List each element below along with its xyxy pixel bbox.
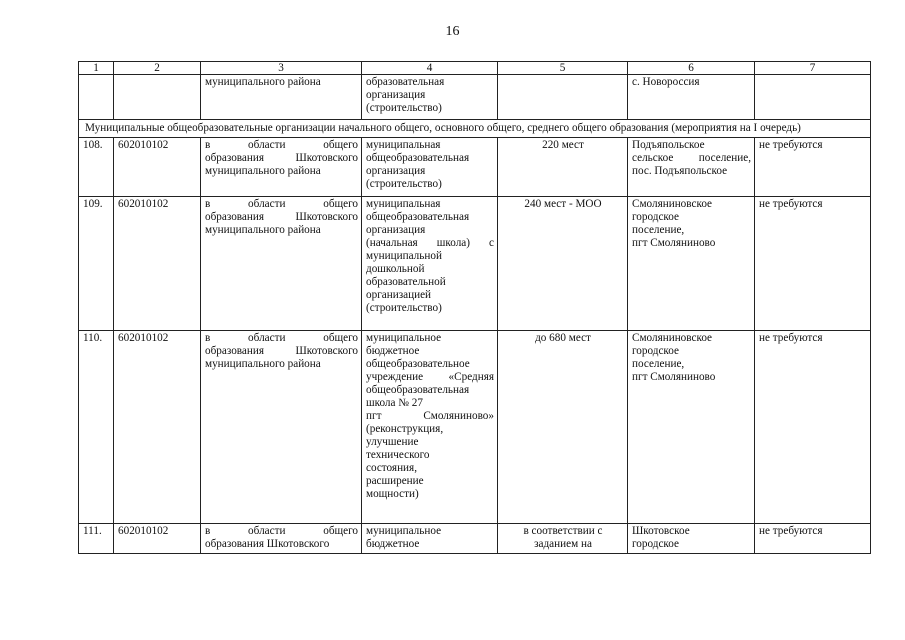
text-line: организация [366, 89, 426, 101]
row-number-cell: 109. [79, 197, 114, 331]
text-line: Подъяпольское [632, 139, 705, 151]
row-number-cell: 111. [79, 524, 114, 554]
column-header: 4 [362, 62, 498, 75]
code-cell: 602010102 [114, 331, 201, 524]
text-line: организация [366, 165, 426, 177]
text-line: с. Новороссия [632, 76, 700, 88]
section-row [79, 120, 871, 138]
text-line: улучшение [366, 436, 419, 448]
text-line: муниципального района [205, 165, 321, 177]
column-header: 3 [201, 62, 362, 75]
purpose-cell [201, 138, 362, 197]
text-line: муниципальное [366, 332, 442, 344]
object-cell [362, 524, 498, 554]
zones-cell: не требуются [755, 197, 871, 331]
text-line: до 680 мест [535, 332, 591, 344]
zones-cell: не требуются [755, 138, 871, 197]
text-line: образования Шкотовского [205, 152, 358, 164]
text-line: образования Шкотовского [205, 345, 358, 357]
row-number-cell [79, 75, 114, 120]
capacity-cell [498, 75, 628, 120]
text-line: организация [366, 224, 426, 236]
text-line: поселение, [632, 358, 685, 370]
location-cell [628, 331, 755, 524]
column-header: 2 [114, 62, 201, 75]
text-line: общеобразовательная [366, 384, 470, 396]
document-table [78, 61, 871, 554]
purpose-cell [201, 197, 362, 331]
text-line: учреждение «Средняя [366, 371, 494, 383]
code-cell [114, 75, 201, 120]
text-line: заданием на [534, 538, 592, 550]
text-line: в области общего [205, 332, 358, 344]
purpose-cell [201, 331, 362, 524]
text-line: поселение, [632, 224, 685, 236]
text-line: в области общего [205, 198, 358, 210]
capacity-cell [498, 331, 628, 524]
object-cell [362, 331, 498, 524]
text-line: дошкольной [366, 263, 425, 275]
column-header: 7 [755, 62, 871, 75]
text-line: в соответствии с [523, 525, 603, 537]
text-line: муниципального района [205, 358, 321, 370]
text-line: городское [632, 345, 679, 357]
text-line: общеобразовательная [366, 211, 470, 223]
text-line: (строительство) [366, 178, 442, 190]
table-row [79, 197, 871, 331]
text-line: образования Шкотовского [205, 211, 358, 223]
object-cell [362, 138, 498, 197]
page-number: 16 [445, 24, 460, 39]
text-line: пгт Смоляниново» [366, 410, 494, 422]
text-line: школа № 27 [366, 397, 423, 409]
table-row [79, 524, 871, 554]
text-line: бюджетное [366, 538, 420, 550]
code-cell: 602010102 [114, 138, 201, 197]
row-number-cell: 110. [79, 331, 114, 524]
text-line: (начальная школа) с [366, 237, 494, 249]
zones-cell [755, 75, 871, 120]
text-line: общеобразовательная [366, 152, 470, 164]
text-line: (строительство) [366, 302, 442, 314]
purpose-cell [201, 75, 362, 120]
table-row [79, 331, 871, 524]
section-title: Муниципальные общеобразовательные организации начального общего, основного общего, среднего общего образования (мероприятия на I очередь) [79, 120, 871, 138]
capacity-cell [498, 524, 628, 554]
text-line: городское [632, 211, 679, 223]
text-line: муниципальное [366, 525, 442, 537]
purpose-cell [201, 524, 362, 554]
text-line: мощности) [366, 488, 419, 500]
location-cell [628, 75, 755, 120]
table-row [79, 138, 871, 197]
column-header: 6 [628, 62, 755, 75]
capacity-cell [498, 197, 628, 331]
text-line: расширение [366, 475, 424, 487]
capacity-cell [498, 138, 628, 197]
text-line: в области общего [205, 139, 358, 151]
text-line: (реконструкция, [366, 423, 444, 435]
text-line: пгт Смоляниново [632, 237, 716, 249]
column-number-row [79, 62, 871, 75]
text-line: 240 мест - МОО [524, 198, 602, 210]
text-line: образовательной [366, 276, 446, 288]
text-line: пгт Смоляниново [632, 371, 716, 383]
text-line: Смоляниновское [632, 198, 713, 210]
text-line: общеобразовательное [366, 358, 470, 370]
text-line: муниципальная [366, 198, 441, 210]
text-line: технического [366, 449, 430, 461]
text-line: муниципального района [205, 224, 321, 236]
column-header: 5 [498, 62, 628, 75]
continuation-row [79, 75, 871, 120]
text-line: в области общего [205, 525, 358, 537]
zones-cell: не требуются [755, 331, 871, 524]
text-line: бюджетное [366, 345, 420, 357]
text-line: сельское поселение, [632, 152, 751, 164]
text-line: муниципального района [205, 76, 321, 88]
text-line: 220 мест [542, 139, 584, 151]
code-cell: 602010102 [114, 524, 201, 554]
location-cell [628, 138, 755, 197]
object-cell [362, 75, 498, 120]
location-cell [628, 524, 755, 554]
text-line: состояния, [366, 462, 417, 474]
text-line: образовательная [366, 76, 445, 88]
zones-cell: не требуются [755, 524, 871, 554]
text-line: муниципальная [366, 139, 441, 151]
text-line: Смоляниновское [632, 332, 713, 344]
code-cell: 602010102 [114, 197, 201, 331]
object-cell [362, 197, 498, 331]
location-cell [628, 197, 755, 331]
text-line: городское [632, 538, 679, 550]
text-line: организацией [366, 289, 432, 301]
row-number-cell: 108. [79, 138, 114, 197]
text-line: (строительство) [366, 102, 442, 114]
text-line: образования Шкотовского [205, 538, 330, 550]
text-line: муниципальной [366, 250, 442, 262]
text-line: пос. Подъяпольское [632, 165, 728, 177]
text-line: Шкотовское [632, 525, 690, 537]
column-header: 1 [79, 62, 114, 75]
